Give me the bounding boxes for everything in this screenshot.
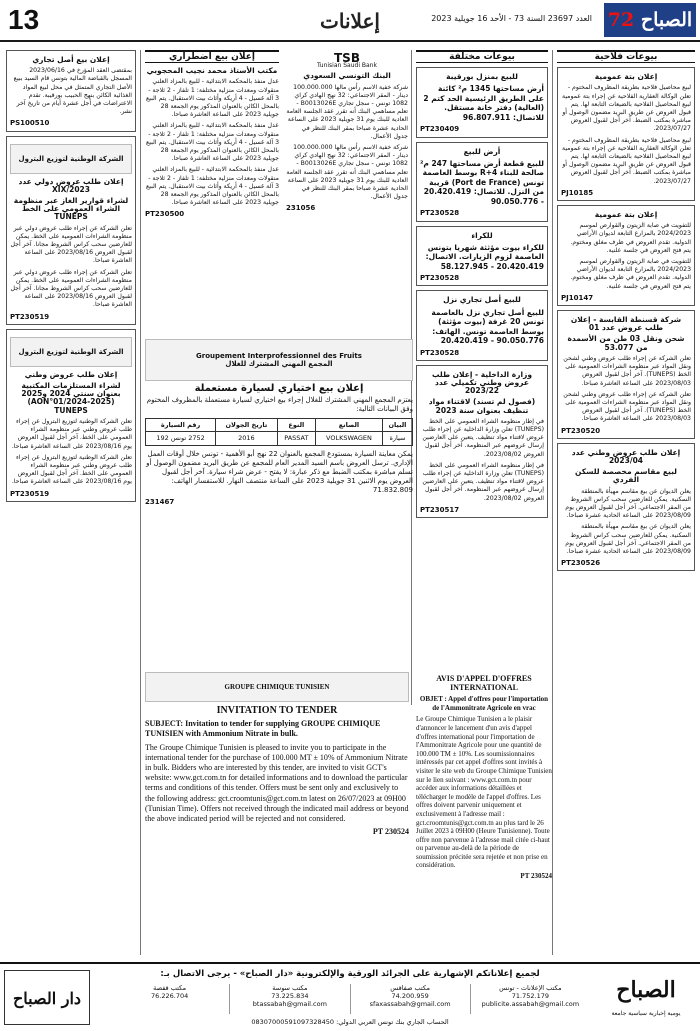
ad-block: إعلان طلب عروض وطني عدد 2023/04 لبيع مقاسم مخصصة للسكن الفردي يعلن الديوان عن بيع مقاسم مهيأة بالمنطقة السكنية. يمكن للعارضين سحب كراس الشروط من المقر الاجتماعي. آخر أجل لقبول العروض يوم 2023/08/09 على الساعة الحادية عشرة صباحا. يعلن الديوان عن بيع مقاسم مهيأة بالمنطقة السكنية. يمكن للعارضين سحب كراس الشروط من المقر الاجتماعي. آخر أجل لقبول العروض يوم 2023/08/09 على الساعة الحادية عشرة صباحا. PT230526 — [557, 443, 695, 572]
office-entry: مكتب الإعلانات - تونس 71.752.179 publicite.assabah@gmail.com — [470, 984, 590, 1014]
office-entry: مكتب سوسة 73.225.834 btassabah@gmail.com — [229, 984, 349, 1014]
ad-block: إعلان بيع أصل تجاري بمقتضى العقد المؤرخ في 2023/06/16 المسجل بالقباضة المالية بتونس قام السيد ببيع الأصل التجاري المتمثل في محل لبيع المواد الغذائية الكائن بنهج الحبيب بورقيبة. تقدم الاعتراضات في أجل عشرة أيام من تاريخ آخر نشر. PS100510 — [6, 50, 136, 132]
footer-bank: الحساب الجاري بنك تونس العربي الدولي: 08307000591097328450 — [251, 1018, 449, 1026]
column-agri — [557, 50, 695, 955]
footer-logo: الصباح يومية إخبارية سياسية جامعة — [611, 977, 681, 1017]
org-logo: الشركة الوطنية لتوزيع البترول — [10, 144, 132, 174]
column-divider — [552, 50, 553, 955]
page-header — [0, 0, 700, 42]
fruit-group-logo: Groupement Interprofessionnel des Fruits المجمع المهني المشترك للغلال — [145, 339, 413, 381]
section-title: إعلانات — [320, 9, 380, 33]
fruit-group-ad: Groupement Interprofessionnel des Fruits المجمع المهني المشترك للغلال إعلان بيع اختياري لسيارة مستعملة يعتزم المجمع المهني المشترك للغلال إجراء بيع اختياري لسيارة مستعملة بالمظروف المختوم وفق البيانات التالية: البيان الصانع النوع تاريخ الجولان رقم السيارة سيارة VOLKSWAGEN PASSAT 2016 2752 تونس 192 يمكن معاينة السيارة بمستودع المجمع بالعنوان 22 نهج أبو الأهمية - تونس خلال أوقات العمل الإداري. ترسل العروض باسم السيد المدير العام للمجمع عن طريق البريد مضمون الوصول أو تسلم مباشرة بمكتب الضبط مع ذكر عبارة: لا يفتح - عرض شراء سيارة. آخر أجل لقبول العروض يوم الاثنين 31 جويلية 2023 على الساعة منتصف النهار. للاستفسار الهاتف: 71.832.809 231467 — [145, 335, 413, 665]
column-heading: إعلان بيع اضطراري — [145, 50, 279, 63]
ad-block: للبيع أصل تجاري نزل للبيع أصل تجاري نزل بالعاصمة تونس 20 غرفة (بيوت مؤثثة) بوسط العاصمة تونس. الهاتف: 90.050.776 - 20.420.419 PT230528 — [416, 290, 548, 360]
gct-tender-fr: AVIS D'APPEL D'OFFRES INTERNATIONAL OBJET : Appel d'offres pour l'importation de l'Ammonitrate Agricole en vrac Le Groupe Chimique Tunisien a le plaisir d'annoncer le lancement d'un avis d'appel d'offres international pour l'importation de l'Ammonitrate Agricole pour une quantité de 100.000 TM ± 10%. Les soumissionnaires intéressés par cet appel d'offres sont invités à visiter le site web du Groupe Chimique Tunisien sur le lien suivant : www.gct.com.tn pour accéder aux informations détaillées et télécharger le modèle de l'appel d'offres. Les offres doivent parvenir uniquement et exclusivement à l'adresse mail : gct.croomtunis@gct.com.tn au plus tard le 26 Juillet 2023 à 09H00 (Heure Tunisienne). Toute offre non parvenue à l'adresse mail citée ci-haut ou parvenue au-delà de la période de soumission précitée sera rejetée et non prise en considération. PT 230524 — [416, 674, 552, 881]
column-heading: بيوعات فلاحية — [557, 50, 695, 63]
column-heading: بيوعات مختلفة — [416, 50, 548, 63]
ad-block: وزارة الداخلية - إعلان طلب عروض وطني تكميلي عدد 2023/22 (فصول لم تسند) لاقتناء مواد تنظيف بعنوان سنة 2023 في إطار منظومة الشراء العمومي على الخط (TUNEPS) تعلن وزارة الداخلية عن إجراء طلب عروض لاقتناء مواد تنظيف. يتعين على العارضين إرسال عروضهم عبر المنظومة. آخر أجل لقبول العروض 2023/08/02. في إطار منظومة الشراء العمومي على الخط (TUNEPS) تعلن وزارة الداخلية عن إجراء طلب عروض لاقتناء مواد تنظيف. يتعين على العارضين إرسال عروضهم عبر المنظومة. آخر أجل لقبول العروض 2023/08/02. PT230517 — [416, 365, 548, 518]
issue-info: العدد 23697 السنة 73 - الأحد 16 جويلية 2023 — [431, 14, 592, 23]
column-urgent-sale: إعلان بيع اضطراري مكتب الأستاذ محمد نجيب المحجوبي عدل منفذ بالمحكمة الابتدائية - للبيع بالمزاد العلني منقولات ومعدات منزلية مختلفة: 1 تلفاز - 2 ثلاجة - 3 آلة غسيل - 4 أريكة وأثاث بيت الاستقبال. يتم البيع بالمحل الكائن بالعنوان المذكور يوم الجمعة 28 جويلية 2023 على الساعة العاشرة صباحا. عدل منفذ بالمحكمة الابتدائية - للبيع بالمزاد العلني منقولات ومعدات منزلية مختلفة: 1 تلفاز - 2 ثلاجة - 3 آلة غسيل - 4 أريكة وأثاث بيت الاستقبال. يتم البيع بالمحل الكائن بالعنوان المذكور يوم الجمعة 28 جويلية 2023 على الساعة العاشرة صباحا. عدل منفذ بالمحكمة الابتدائية - للبيع بالمزاد العلني منقولات ومعدات منزلية مختلفة: 1 تلفاز - 2 ثلاجة - 3 آلة غسيل - 4 أريكة وأثاث بيت الاستقبال. يتم البيع بالمحل الكائن بالعنوان المذكور يوم الجمعة 28 جويلية 2023 على الساعة العاشرة صباحا. PT230500 — [145, 52, 279, 219]
column-divider — [140, 50, 141, 955]
ad-block: إعلان بتة عمومية للتفويت في صابة الزيتون والقوارص لموسم 2024/2023 بالمزارع التابعة لديوان الأراضي الدولية. تقدم العروض في ظرف مغلق ومختوم. يتم فتح العروض في جلسة علنية. للتفويت في صابة الزيتون والقوارص لموسم 2024/2023 بالمزارع التابعة لديوان الأراضي الدولية. تقدم العروض في ظرف مغلق ومختوم. يتم فتح العروض في جلسة علنية. PJ10147 — [557, 205, 695, 306]
vehicle-table: البيان الصانع النوع تاريخ الجولان رقم السيارة سيارة VOLKSWAGEN PASSAT 2016 2752 تونس 192 — [145, 418, 413, 445]
column-misc — [416, 50, 548, 705]
gct-tender-en: GROUPE CHIMIQUE TUNISIEN INVITATION TO TENDER SUBJECT: Invitation to tender for supplying GROUPE CHIMIQUE TUNISIEN with Ammonium Nitrate in bulk. The Groupe Chimique Tunisien is pleased to invite you to participate in the international tender for the purchase of 100.000 MT ± 10% of Ammonium Nitrate in bulk. Bidders who are interested by this tender, are invited to visit GCT's website: www.gct.com.tn for detailed informations and to download the particular terms and conditions of this tender. Offers must be sent only and exclusively to the following address: gct.croomtunis@gct.com.tn latest on 26/07/2023 at 09H00 (Tunisian Time). Offers not received through the indicated mail address or beyond the above indicated period will be rejected and not considered. PT 230524 — [145, 672, 409, 957]
newspaper-logo: 72 الصباح — [604, 3, 696, 37]
org-logo: الشركة الوطنية لتوزيع البترول — [10, 337, 132, 367]
ad-block: شركة قسنطة القابسة - إعلان طلب عروض عدد 01 شحن ونقل 03 طن من الأسمدة من 53.077 تعلن الشركة عن إجراء طلب عروض وطني لشحن ونقل المواد عبر منظومة الشراءات العمومية على الخط (TUNEPS). آخر أجل لقبول العروض 2023/08/03 على الساعة العاشرة صباحا. تعلن الشركة عن إجراء طلب عروض وطني لشحن ونقل المواد عبر منظومة الشراءات العمومية على الخط (TUNEPS). آخر أجل لقبول العروض 2023/08/03 على الساعة العاشرة صباحا. PT230520 — [557, 310, 695, 439]
ad-block: إعلان بتة عمومية لبيع محاصيل فلاحية بطريقة المظروف المختوم - تعلن الوكالة العقارية الفلاحية عن إجراء بتة عمومية لبيع المحاصيل الفلاحية بالضيعات التابعة لها. يتم قبول العروض عن طريق البريد مضمون الوصول أو مباشرة بمكتب الضبط. آخر أجل لقبول العروض 2023/07/27. لبيع محاصيل فلاحية بطريقة المظروف المختوم - تعلن الوكالة العقارية الفلاحية عن إجراء بتة عمومية لبيع المحاصيل الفلاحية بالضيعات التابعة لها. يتم قبول العروض عن طريق البريد مضمون الوصول أو مباشرة بمكتب الضبط. آخر أجل لقبول العروض 2023/07/27. PJ10185 — [557, 67, 695, 201]
page-number: 13 — [8, 4, 40, 35]
column-tenders — [6, 50, 136, 955]
ad-block: الشركة الوطنية لتوزيع البترول إعلان طلب عروض وطني لشراء المستلزمات المكتبية بعنوان سنتي 2024 و2025 (AON°01/2024-2025) TUNEPS تعلن الشركة الوطنية لتوزيع البترول عن إجراء طلب عروض وطني عبر منظومة الشراء العمومي على الخط. آخر أجل لقبول العروض يوم 2023/08/16 على الساعة العاشرة صباحا. تعلن الشركة الوطنية لتوزيع البترول عن إجراء طلب عروض وطني عبر منظومة الشراء العمومي على الخط. آخر أجل لقبول العروض يوم 2023/08/16 على الساعة العاشرة صباحا. PT230519 — [6, 329, 136, 502]
office-entry: مكتب قفصة 76.226.704 — [151, 984, 189, 1000]
gct-logo: GROUPE CHIMIQUE TUNISIEN — [145, 672, 409, 702]
ad-block: أرض للبيع للبيع قطعة أرض مساحتها 247 م² صالحة للبناء R+4 بوسط العاصمة تونس (Port de France) قريبة من النزل. للاتصال: 20.420.419 - 90.050.776 PT230528 — [416, 142, 548, 222]
office-entry: مكتب صفاقس 74.200.959 sfaxassabah@gmail.com — [350, 984, 470, 1014]
ad-block: الشركة الوطنية لتوزيع البترول إعلان طلب عروض دولي عدد 2023/XIX لشراء قوارير الغاز عبر منظومة الشراء العمومي على الخط TUNEPS تعلن الشركة عن إجراء طلب عروض دولي عبر منظومة الشراءات العمومية على الخط. يمكن للعارضين سحب كراس الشروط مجانا. آخر أجل لقبول العروض 2023/08/16 على الساعة العاشرة صباحا. تعلن الشركة عن إجراء طلب عروض دولي عبر منظومة الشراءات العمومية على الخط. يمكن للعارضين سحب كراس الشروط مجانا. آخر أجل لقبول العروض 2023/08/16 على الساعة العاشرة صباحا. PT230519 — [6, 136, 136, 325]
footer-logo-secondary: دار الصباح — [4, 970, 90, 1025]
footer-offices — [110, 984, 590, 1014]
footer-headline: لجميع إعلاناتكم الإشهارية على الجرائد الورقية والإلكترونية «دار الصباح» - يرجى الاتصال بـ: — [160, 969, 540, 979]
ad-block: للبيع بمنزل بورقيبة أرض مساحتها 1345 م² كائنة على الطريق الرئيسية الحد كتم 2 (العالية) دفتر خانة مستقل. للاتصال: 96.807.911 PT230409 — [416, 67, 548, 137]
ad-block: للكراء للكراء بيوت مؤثثة شهريا بتونس العاصمة لزوم الزيارات. الاتصال: 20.420.419 - 58.127.945 PT230528 — [416, 226, 548, 287]
bank-logo: TSB — [334, 51, 360, 65]
bank-ad: TSB Tunisian Saudi Bank البنك التونسي السعودي شركة خفية الاسم رأس مالها 100.000.000 دينار - المقر الاجتماعي: 32 نهج الهادي كراي 1082 تونس - سجل تجاري B0013026E - تعلم مساهمي البنك أنه تقرر عقد الجلسة العامة العادية للبنك يوم 31 جويلية 2023 على الساعة الحادية عشرة صباحا بمقر البنك للنظر في جدول الأعمال. شركة خفية الاسم رأس مالها 100.000.000 دينار - المقر الاجتماعي: 32 نهج الهادي كراي 1082 تونس - سجل تجاري B0013026E - تعلم مساهمي البنك أنه تقرر عقد الجلسة العامة العادية للبنك يوم 31 جويلية 2023 على الساعة الحادية عشرة صباحا بمقر البنك للنظر في جدول الأعمال. 231056 — [286, 51, 408, 213]
page-footer — [0, 962, 700, 1031]
